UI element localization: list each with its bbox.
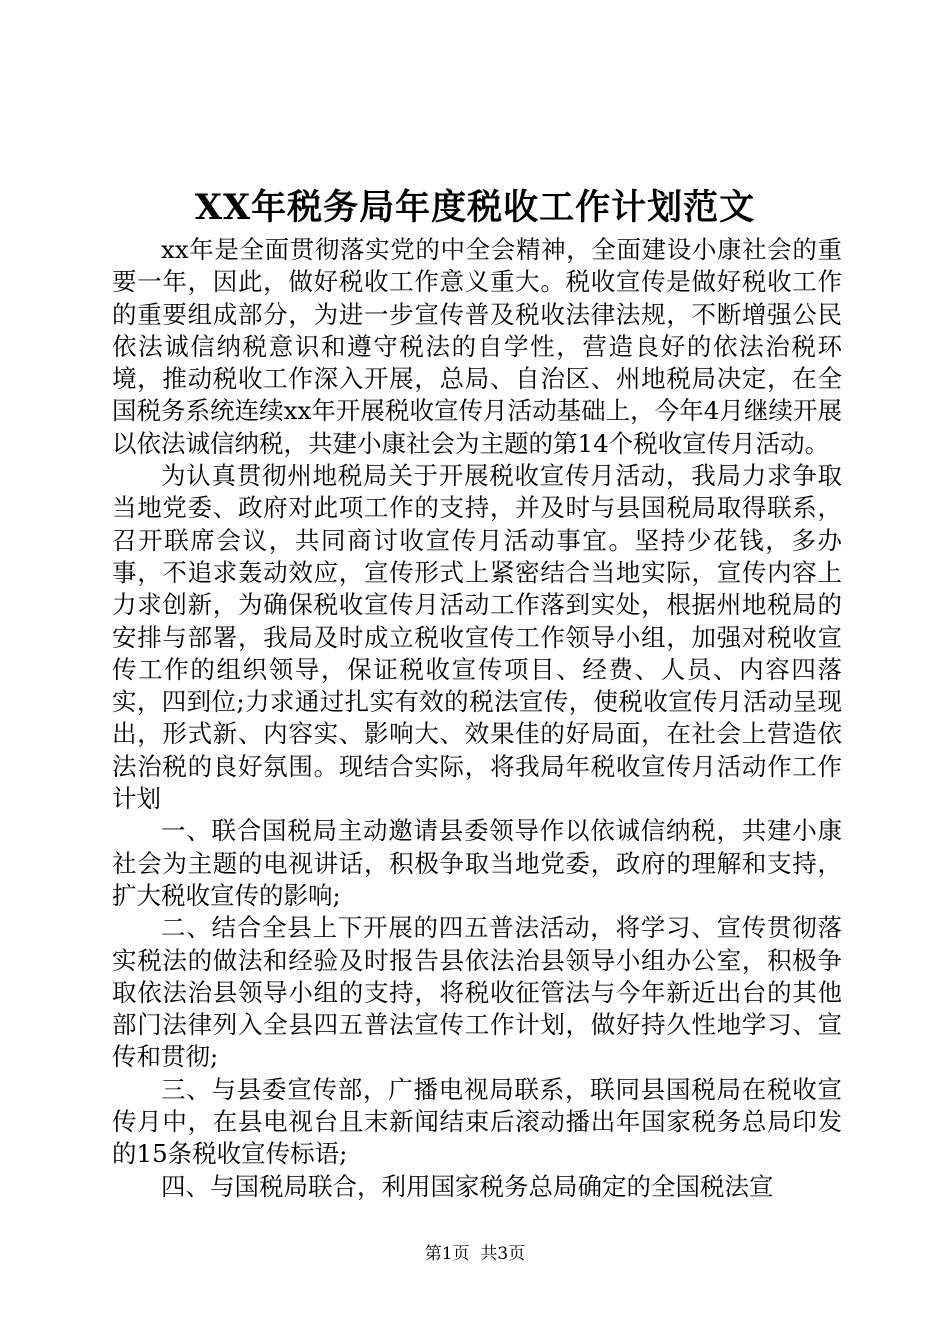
page-total: 共3页 [480, 1244, 526, 1264]
paragraph-item-2: 二、结合全县上下开展的四五普法活动，将学习、宣传贯彻落实税法的做法和经验及时报告县依法治县领导小组办公室，积极争取依法治县领导小组的支持，将税收征管法与今年新近出台的其他部门法律列入全县四五普法宣传工作计划，做好持久性地学习、宣传和贯彻; [112, 913, 842, 1072]
paragraph-item-4: 四、与国税局联合，利用国家税务总局确定的全国税法宣 [161, 1171, 774, 1201]
paragraph-plan: 为认真贯彻州地税局关于开展税收宣传月活动，我局力求争取当地党委、政府对此项工作的支持，并及时与县国税局取得联系，召开联席会议，共同商讨收宣传月活动事宜。坚持少花钱，多办事，不追求轰动效应，宣传形式上紧密结合当地实际，宣传内容上力求创新，为确保税收宣传月活动工作落到实处，根据州地税局的安排与部署，我局及时成立税收宣传工作领导小组，加强对税收宣传工作的组织领导，保证税收宣传项目、经费、人员、内容四落实，四到位;力求通过扎实有效的税法宣传，使税收宣传月活动呈现出，形式新、内容实、影响大、效果佳的好局面，在社会上营造依法治税的良好氛围。现结合实际，将我局年税收宣传月活动作工作计划 [112, 461, 842, 814]
page-number: 第1页 [424, 1244, 470, 1264]
document-title: XX年税务局年度税收工作计划范文 [194, 187, 756, 228]
paragraph-intro: xx年是全面贯彻落实党的中全会精神，全面建设小康社会的重要一年，因此，做好税收工作意义重大。税收宣传是做好税收工作的重要组成部分，为进一步宣传普及税收法律法规，不断增强公民依法诚信纳税意识和遵守税法的自学性，营造良好的依法治税环境，推动税收工作深入开展，总局、自治区、州地税局决定，在全国税务系统连续xx年开展税收宣传月活动基础上，今年4月继续开展以依法诚信纳税，共建小康社会为主题的第14个税收宣传月活动。 [112, 235, 842, 458]
document-body [112, 234, 842, 1203]
paragraph-item-3: 三、与县委宣传部，广播电视局联系，联同县国税局在税收宣传月中，在县电视台且末新闻结束后滚动播出年国家税务总局印发的15条税收宣传标语; [112, 1074, 842, 1169]
paragraph-item-1: 一、联合国税局主动邀请县委领导作以依诚信纳税，共建小康社会为主题的电视讲话，积极争取当地党委，政府的理解和支持，扩大税收宣传的影响; [112, 816, 842, 910]
page-footer [0, 1242, 950, 1266]
footer-spacer [470, 1244, 481, 1264]
